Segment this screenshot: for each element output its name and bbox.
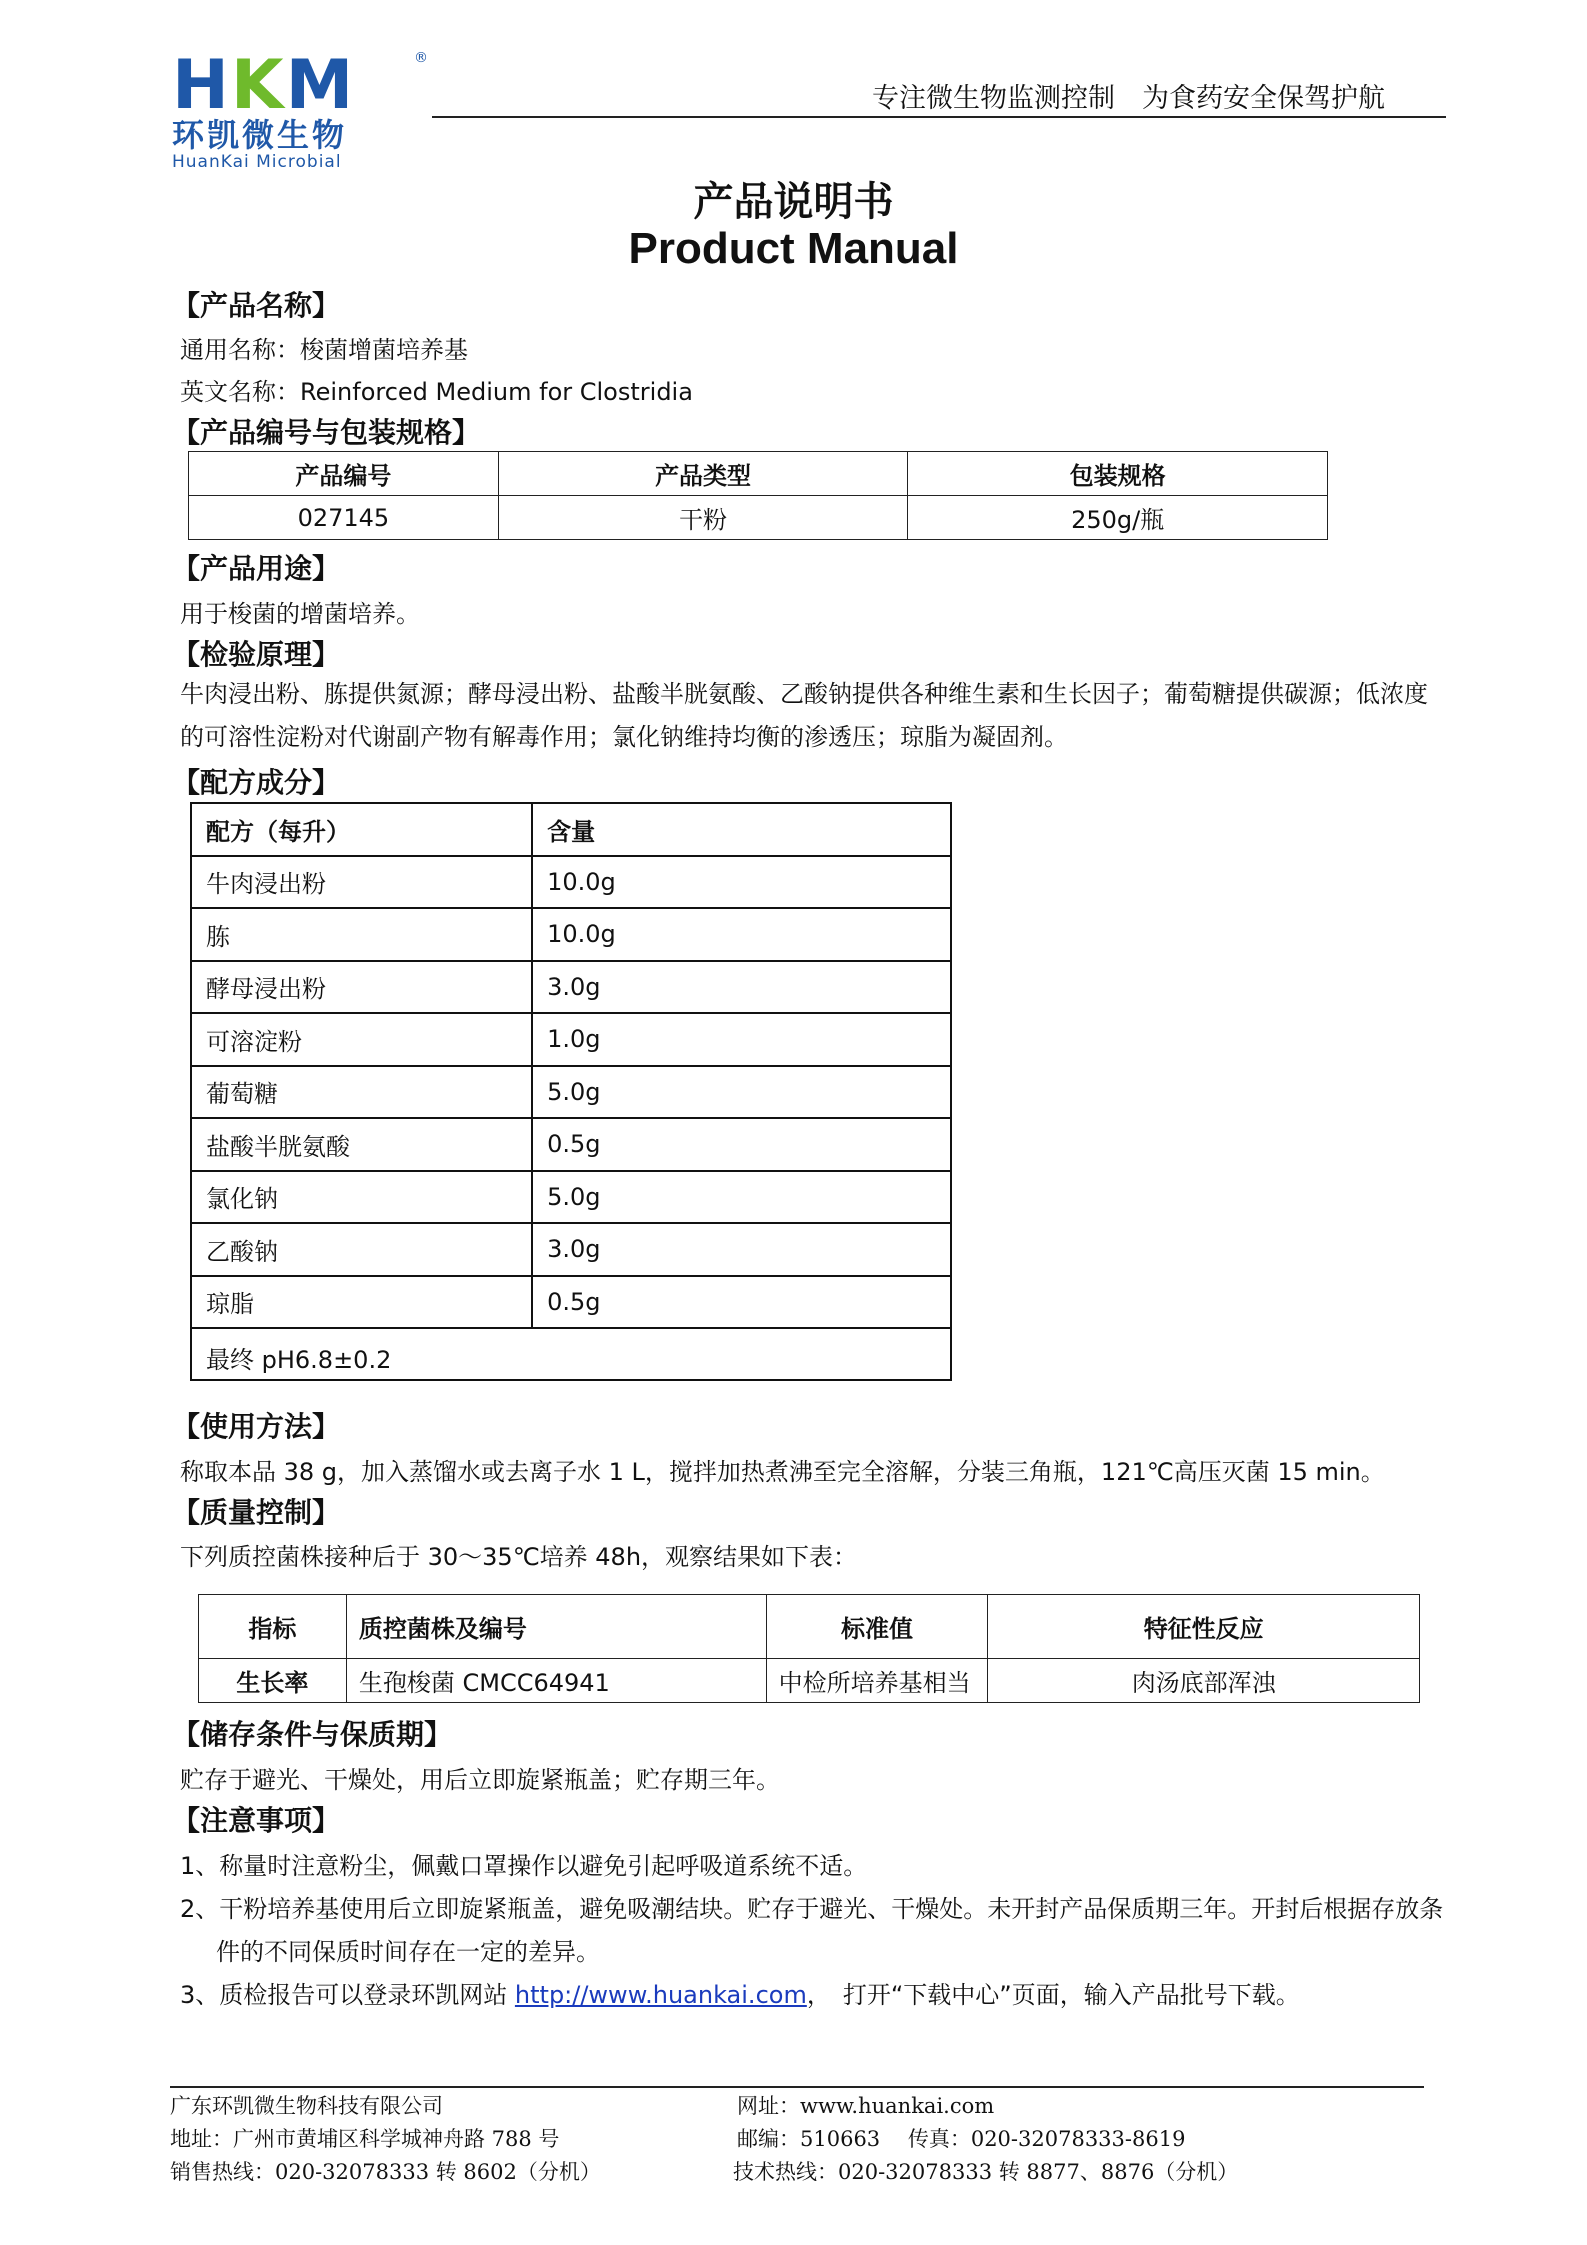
section-heading-name: 【产品名称】 <box>172 289 341 322</box>
qc-table <box>198 1594 1420 1703</box>
usage-text: 用于梭菌的增菌培养。 <box>180 600 420 628</box>
page-title-cn: 产品说明书 <box>693 179 894 225</box>
table-row <box>191 856 951 909</box>
section-heading-method: 【使用方法】 <box>172 1410 341 1443</box>
qc-reaction: 肉汤底部浑浊 <box>988 1659 1420 1703</box>
footer-address: 地址：广州市黄埔区科学城神舟路 788 号 <box>170 2127 560 2151</box>
header-slogan: 专注微生物监测控制 为食药安全保驾护航 <box>872 83 1385 114</box>
table-header-cell: 包装规格 <box>908 452 1328 496</box>
table-header-cell: 产品编号 <box>189 452 499 496</box>
footer-sales: 销售热线：020-32078333 转 8602（分机） <box>170 2160 601 2184</box>
english-name: 英文名称：Reinforced Medium for Clostridia <box>180 378 693 406</box>
ingredient-amount: 0.5g <box>532 1118 951 1171</box>
table-row <box>191 961 951 1014</box>
footer-postal-fax: 邮编：510663 传真：020-32078333-8619 <box>737 2127 1186 2151</box>
ingredient-amount: 5.0g <box>532 1066 951 1119</box>
table-row <box>191 908 951 961</box>
table-header-cell: 特征性反应 <box>988 1595 1420 1659</box>
header-divider <box>432 116 1446 118</box>
footer-company: 广东环凯微生物科技有限公司 <box>170 2094 443 2118</box>
footer-divider <box>170 2086 1424 2088</box>
section-heading-qc: 【质量控制】 <box>172 1496 341 1529</box>
ingredient-amount: 3.0g <box>532 1223 951 1276</box>
principle-text: 牛肉浸出粉、胨提供氮源；酵母浸出粉、盐酸半胱氨酸、乙酸钠提供各种维生素和生长因子；葡萄糖提供碳源；低浓度的可溶性淀粉对代谢副产物有解毒作用；氯化钠维持均衡的渗透压；琼脂为凝固剂。 <box>180 680 1428 751</box>
qc-standard: 中检所培养基相当 <box>766 1659 988 1703</box>
table-row <box>191 1066 951 1119</box>
table-row <box>191 1118 951 1171</box>
ingredient-amount: 5.0g <box>532 1171 951 1224</box>
website-link[interactable]: http://www.huankai.com <box>514 1981 807 2009</box>
ingredient-name: 胨 <box>191 908 532 961</box>
table-header-cell: 产品类型 <box>498 452 908 496</box>
table-header-cell: 质控菌株及编号 <box>346 1595 766 1659</box>
ingredient-name: 牛肉浸出粉 <box>191 856 532 909</box>
ingredient-name: 酵母浸出粉 <box>191 961 532 1014</box>
table-header-row <box>189 452 1328 496</box>
logo-english-name: HuanKai Microbial <box>172 152 342 172</box>
note-item-2-line-1: 2、干粉培养基使用后立即旋紧瓶盖，避免吸潮结块。贮存于避光、干燥处。未开封产品保质期三年。开封后根据存放条 <box>180 1895 1444 1923</box>
note-item-3-text: 3、质检报告可以登录环凯网站 <box>180 1981 515 2009</box>
table-row <box>189 496 1328 540</box>
table-header-cell: 含量 <box>532 803 951 856</box>
table-header-cell: 配方（每升） <box>191 803 532 856</box>
section-heading-usage: 【产品用途】 <box>172 552 341 585</box>
logo-chinese-name: 环凯微生物 <box>172 116 348 154</box>
package-spec: 250g/瓶 <box>908 496 1328 540</box>
table-row <box>199 1659 1420 1703</box>
ingredient-amount: 1.0g <box>532 1013 951 1066</box>
note-item-1: 1、称量时注意粉尘，佩戴口罩操作以避免引起呼吸道系统不适。 <box>180 1852 868 1880</box>
storage-text: 贮存于避光、干燥处，用后立即旋紧瓶盖；贮存期三年。 <box>180 1766 780 1794</box>
table-row <box>191 1013 951 1066</box>
ingredient-name: 氯化钠 <box>191 1171 532 1224</box>
section-heading-storage: 【储存条件与保质期】 <box>172 1718 453 1751</box>
section-heading-formula: 【配方成分】 <box>172 766 341 799</box>
qc-strain: 生孢梭菌 CMCC64941 <box>346 1659 766 1703</box>
footer-tech: 技术热线：020-32078333 转 8877、8876（分机） <box>733 2160 1239 2184</box>
qc-intro: 下列质控菌株接种后于 30～35℃培养 48h，观察结果如下表： <box>180 1543 858 1571</box>
table-header-cell: 指标 <box>199 1595 347 1659</box>
note-item-2-line-2: 件的不同保质时间存在一定的差异。 <box>216 1938 600 1966</box>
section-heading-package: 【产品编号与包装规格】 <box>172 416 481 449</box>
table-header-row <box>199 1595 1420 1659</box>
product-type: 干粉 <box>498 496 908 540</box>
ingredient-amount: 10.0g <box>532 908 951 961</box>
method-text: 称取本品 38 g，加入蒸馏水或去离子水 1 L，搅拌加热煮沸至完全溶解，分装三角瓶，121℃高压灭菌 15 min。 <box>180 1458 1385 1486</box>
footer-website: 网址：www.huankai.com <box>737 2094 995 2118</box>
table-row <box>191 1223 951 1276</box>
ingredient-amount: 0.5g <box>532 1276 951 1329</box>
ingredient-name: 盐酸半胱氨酸 <box>191 1118 532 1171</box>
qc-indicator: 生长率 <box>199 1659 347 1703</box>
logo-letter-k: K <box>230 46 286 125</box>
table-header-row <box>191 803 951 856</box>
logo-letter-m: M <box>285 46 356 125</box>
ingredient-name: 可溶淀粉 <box>191 1013 532 1066</box>
ingredient-amount: 3.0g <box>532 961 951 1014</box>
formula-table <box>190 802 952 1381</box>
logo-letters <box>172 46 432 125</box>
common-name: 通用名称：梭菌增菌培养基 <box>180 336 468 364</box>
registered-mark: ® <box>414 50 428 66</box>
company-logo <box>172 46 432 172</box>
table-header-cell: 标准值 <box>766 1595 988 1659</box>
ingredient-name: 乙酸钠 <box>191 1223 532 1276</box>
product-code: 027145 <box>189 496 499 540</box>
ingredient-amount: 10.0g <box>532 856 951 909</box>
section-heading-principle: 【检验原理】 <box>172 638 341 671</box>
section-heading-notes: 【注意事项】 <box>172 1804 341 1837</box>
ingredient-name: 葡萄糖 <box>191 1066 532 1119</box>
ingredient-name: 琼脂 <box>191 1276 532 1329</box>
note-item-3-suffix: ， 打开“下载中心”页面，输入产品批号下载。 <box>806 1981 1300 2009</box>
package-table <box>188 451 1328 540</box>
logo-letter-h: H <box>172 46 231 125</box>
table-row <box>191 1328 951 1380</box>
note-item-3 <box>180 1975 1300 2010</box>
table-row <box>191 1276 951 1329</box>
table-row <box>191 1171 951 1224</box>
page-title-en: Product Manual <box>628 224 959 273</box>
final-ph: 最终 pH6.8±0.2 <box>191 1328 951 1380</box>
